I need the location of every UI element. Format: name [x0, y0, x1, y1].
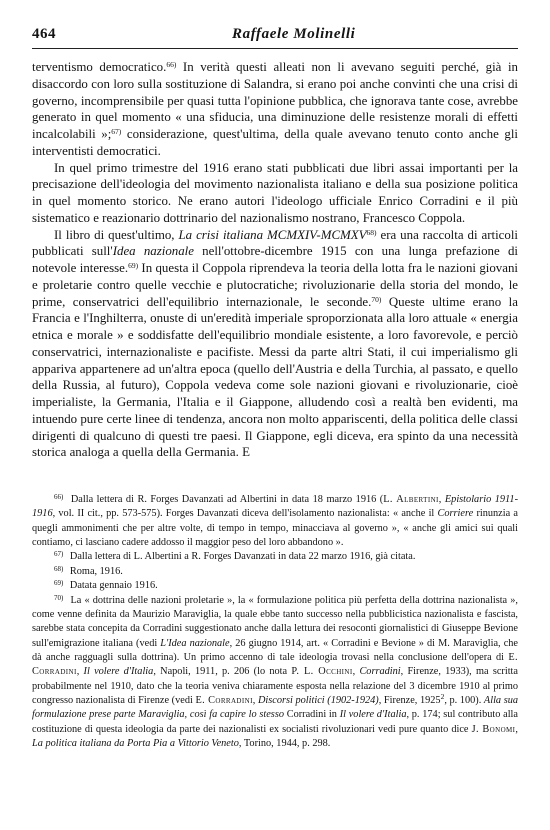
page-header	[32, 26, 518, 48]
footnote-ref-68: 68)	[366, 227, 377, 237]
work-title: Il volere d'Italia	[83, 666, 154, 678]
text-run: ,	[438, 494, 445, 505]
text-run: , Firenze, 1925	[378, 694, 441, 706]
text-run: era una raccolta di articoli pubblicati sull'	[32, 227, 518, 259]
footnotes	[32, 493, 518, 751]
text-run: terventismo democratico.	[32, 60, 167, 74]
paragraph-3	[32, 227, 518, 462]
footnote-number: 67)	[54, 550, 64, 559]
work-title: Il volere d'Italia	[339, 709, 407, 721]
paragraph-2: In quel primo trimestre del 1916 erano stati pubblicati due libri assai importanti per la precisazione dell'ideologia del movimento nazionalista italiano e della sua posizione politica in quel momento storico. Ne erano autori l'ideologo ufficiale Enrico Corradini e il più sistematico e reazionario dottrinario del nazionalismo nostrano, Francesco Coppola.	[32, 160, 518, 225]
text-run: , p. 174; sul contributo alla costituzione di questa ideologia da parte dei nazionalisti ex socialisti rivoluzionari vedi pure quanto dice	[32, 709, 518, 735]
text-run: Datata gennaio 1916.	[67, 580, 158, 592]
footnote-number: 68)	[54, 564, 64, 573]
author-name: P. L. Occhini	[291, 666, 353, 678]
footnote-number: 66)	[54, 493, 64, 501]
footnote-ref-69: 69)	[128, 261, 139, 270]
text-run: In questa il Coppola riprendeva la teoria della lotta fra le nazioni giovani e proletarie contro quelle vecchie e plutocratiche; rivoluzionarie della storia del mondo, le prime, conservatrici dell'equilibrio internazionale, le seconde.	[32, 261, 518, 309]
footnote-67	[32, 550, 518, 564]
text-run: , Firenze, 1933), ma scritta probabilmente nel 1910, dato che la teoria veniva chiaramente esposta nella relazione del 3 dicembre 1910 al primo congresso nazionalista di Firenze (vedi	[32, 666, 518, 706]
author-name: L. Albertini	[383, 494, 439, 505]
footnote-number: 70)	[54, 593, 64, 602]
page-number: 464	[32, 26, 56, 42]
work-title: Corriere	[437, 508, 474, 520]
text-run: rinunzia a quegli ammonimenti che per altre volte, di tempo in tempo, minacciava al governo », « anche gli amici sui quali contiamo, ci lasciano cadere addosso il maggior peso del loro abbandono ».	[32, 508, 518, 548]
text-run: , p. 100).	[444, 694, 484, 706]
work-title: Corradini	[359, 666, 401, 678]
work-title: Discorsi politici (1902-1924)	[257, 694, 379, 706]
text-run: Dalla lettera di R. Forges Davanzati ad Albertini in data 18 marzo 1916 (	[67, 494, 384, 505]
footnote-ref-70: 70)	[371, 294, 382, 304]
footnote-number: 69)	[54, 579, 64, 588]
newspaper-title: Idea nazionale	[112, 244, 194, 259]
work-title: Epistolario 1911-1916	[32, 494, 518, 520]
text-run: Queste ultime erano la Francia e l'Inghilterra, onuste di un'eredità imperiale sproporzionata alla loro attuale « energia etnica e morale » e soddisfatte dell'equilibrio mondiale esistente, a loro favorevole, e perciò conservatrici, internazionaliste e pacifiste. Messi da parte altri Stati, il cui imperialismo gli appariva appartenere ad un'altra epoca (quello dell'Austria e della Turchia, al passato, e quello della Russia, al futuro), Coppola vedeva come sole nazioni giovani e rivoluzionarie, cioè imperialiste, la Germania, l'Italia e il Giappone, alludendo così a realtà ben evidenti, ma intuendo pure certe linee di tendenza, ancora non molto appariscenti, della politica delle classi dirigenti di qualcuno di questi tre paesi. Il Giappone, egli diceva, era spinto da una necessità storica analoga a quella della Germania. E	[32, 294, 518, 460]
text-run: Corradini in	[283, 709, 340, 721]
footnote-70	[32, 594, 518, 751]
author-name: E. Corradini	[195, 694, 253, 706]
italic-text: Alla sua formulazione prese parte Maraviglia, così fa capire lo stesso	[32, 694, 518, 721]
author-name: J. Bonomi	[471, 723, 516, 735]
work-title: La politica italiana da Porta Pia a Vittorio Veneto	[32, 737, 239, 749]
footnote-ref-67: 67)	[111, 127, 122, 136]
edition-superscript: 2	[440, 691, 445, 701]
book-title: La crisi italiana MCMXIV-MCMXV	[178, 227, 367, 242]
running-head: Raffaele Molinelli	[232, 26, 356, 42]
text-run: , vol. II cit., pp. 573-575). Forges Davanzati diceva dell'isolamento nazionalista: « anche il	[52, 508, 438, 520]
footnote-ref-66: 66)	[166, 60, 177, 69]
text-run: considerazione, quest'ultima, della quale avevano tenuto conto anche gli interventisti democratici.	[32, 127, 518, 158]
text-run: nell'ottobre-dicembre 1915 con una lunga prefazione di notevole interesse.	[32, 244, 518, 275]
header-rule	[32, 48, 518, 49]
text-run: La « dottrina delle nazioni proletarie », la « formulazione politica più perfetta della dottrina nazionalista », come venne definita da Maurizio Maraviglia, la quale ebbe tanto successo nella pubblicistica nazionalista e fascista, sarebbe stata concepita da Corradini suggestionato anche dalla lettura dei resoconti giornalistici di Giuseppe Bevione sull'emigrazione italiana (vedi	[32, 594, 518, 649]
text-run: Il libro di quest'ultimo,	[54, 227, 179, 242]
text-run: Roma, 1916.	[67, 565, 123, 577]
text-run: , 26 giugno 1914, art. « Corradini e Bevione » di M. Maraviglia, che dà anche ragguagli sulla dottrina). Un primo accenno di tale ideologia trovasi nella conclusione dell'opera di	[32, 637, 518, 664]
text-run: Dalla lettera di L. Albertini a R. Forges Davanzati in data 22 marzo 1916, già citata.	[67, 551, 416, 563]
main-text	[32, 59, 518, 461]
text-run: In verità questi alleati non li avevano seguiti perché, già in disaccordo con loro sulla sostituzione di Salandra, si erano poi anche convinti che una crisi di governo, incomprensibile per quasi tutta l'opinione pubblica, che ignorava tante cose, avrebbe generato in quel momento « una sfiducia, una diminuzione delle resistenze morali di effetti incalcolabili »;	[32, 60, 518, 141]
work-title: L'Idea nazionale	[160, 637, 230, 649]
footnote-69	[32, 579, 518, 593]
text-run: , Napoli, 1911, p. 206 (lo nota	[153, 666, 292, 678]
footnote-68	[32, 565, 518, 579]
author-name: E. Corradini	[32, 652, 518, 678]
text-run: ,	[515, 723, 518, 735]
footnote-66	[32, 493, 518, 550]
text-run: ,	[252, 694, 258, 706]
text-run: ,	[352, 666, 360, 678]
paragraph-1	[32, 59, 518, 160]
text-run: , Torino, 1944, p. 298.	[238, 737, 331, 749]
text-run: ,	[76, 666, 84, 678]
